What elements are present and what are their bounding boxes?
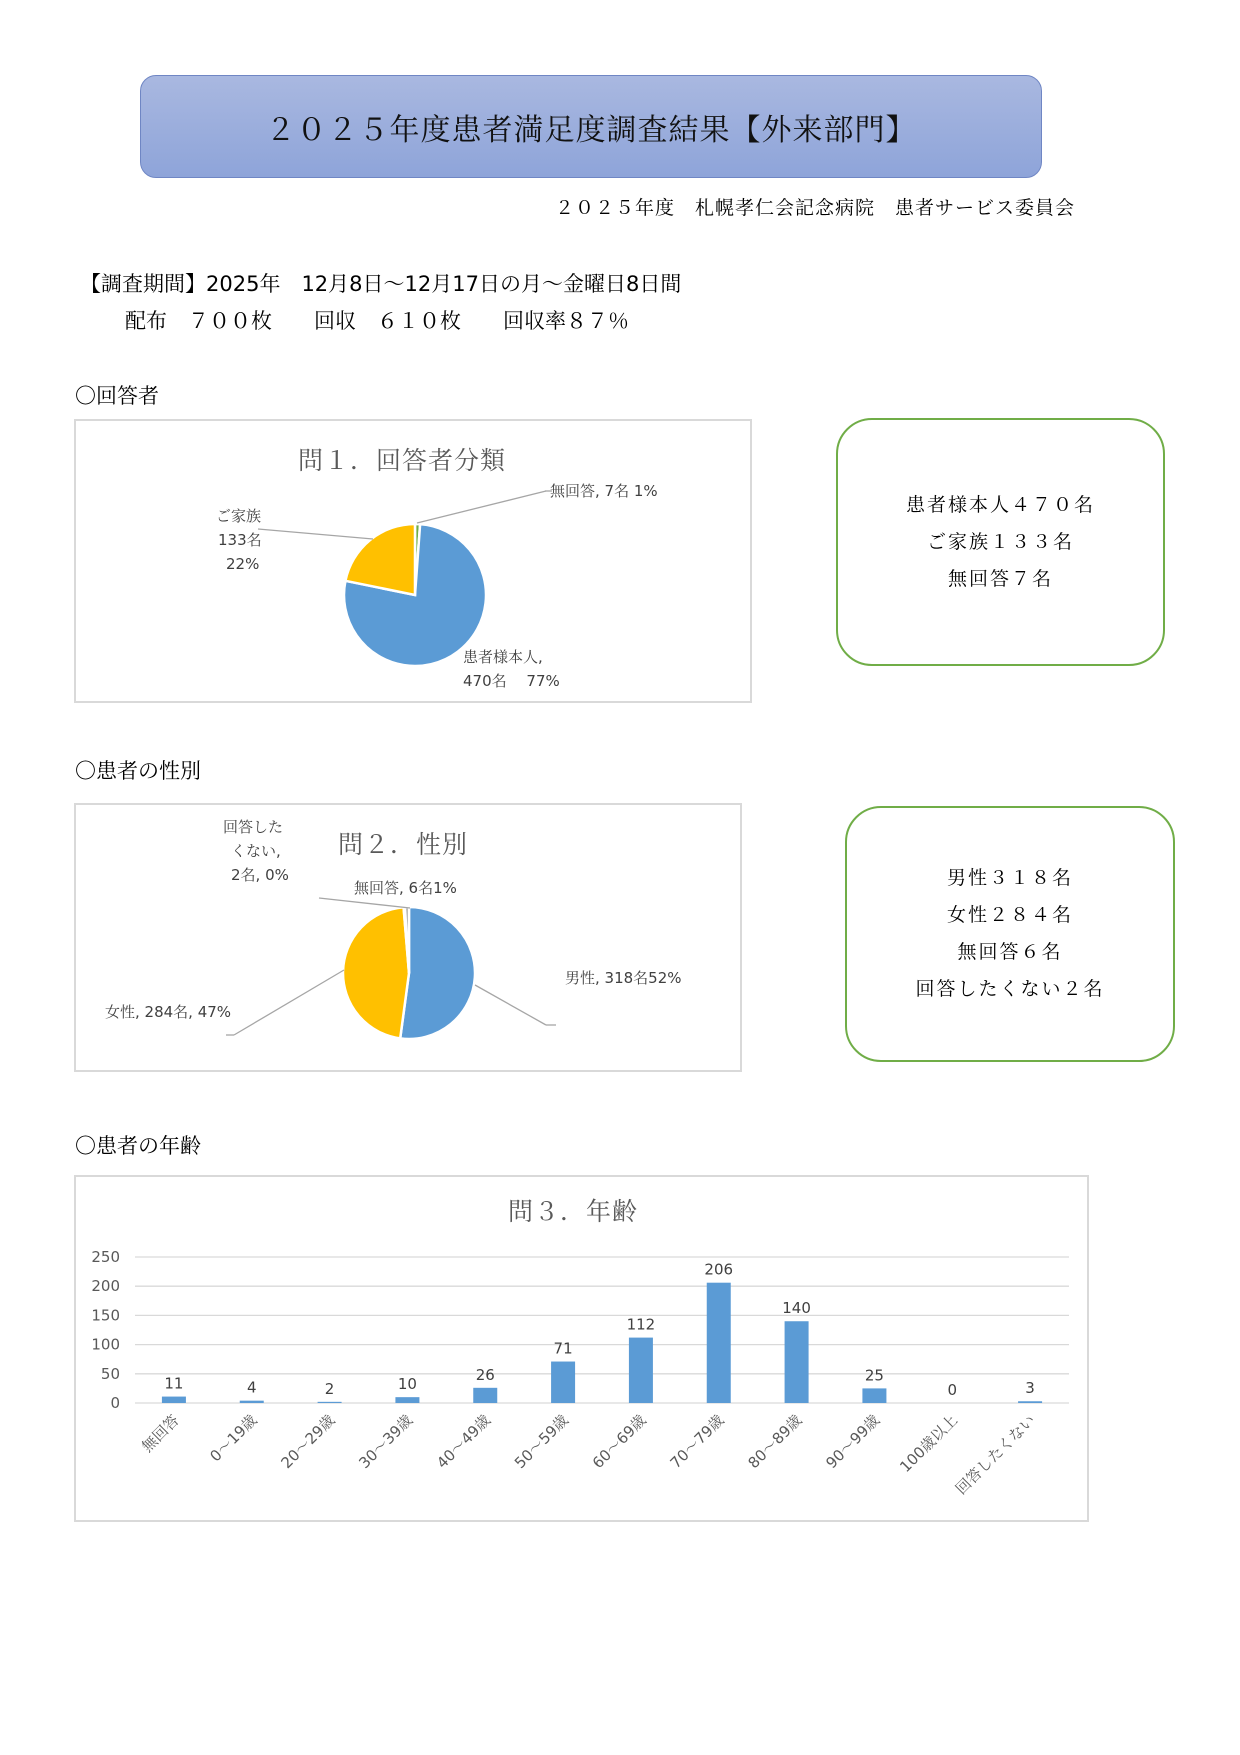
- svg-text:206: 206: [704, 1260, 734, 1279]
- pie-slice-0: [400, 907, 475, 1039]
- svg-text:回答したくない: 回答したくない: [951, 1411, 1039, 1499]
- label-patient-name: 患者様本人,: [463, 648, 543, 666]
- summary-line: 回答したくない２名: [915, 978, 1105, 1000]
- label-no-answer: 無回答, 7名 1%: [550, 482, 658, 500]
- svg-text:10: 10: [397, 1375, 417, 1394]
- survey-distribution: 配布 ７００枚 回収 ６１０枚 回収率８７％: [125, 309, 629, 333]
- label-prefer-not-line1: 回答した: [223, 818, 284, 836]
- svg-text:112: 112: [626, 1315, 656, 1334]
- svg-text:200: 200: [91, 1277, 120, 1296]
- summary-line: 無回答６名: [957, 941, 1063, 963]
- summary-line: ご家族１３３名: [926, 530, 1074, 553]
- summary-line: 患者様本人４７０名: [905, 493, 1095, 516]
- svg-text:140: 140: [782, 1299, 811, 1318]
- svg-text:30～39歳: 30～39歳: [355, 1411, 417, 1473]
- survey-period: 【調査期間】2025年 12月8日～12月17日の月～金曜日8日間: [80, 272, 682, 296]
- svg-text:50～59歳: 50～59歳: [510, 1411, 572, 1473]
- svg-text:150: 150: [91, 1306, 120, 1325]
- chart-title: 問１．回答者分類: [298, 446, 507, 475]
- svg-text:2: 2: [324, 1379, 335, 1398]
- chart-gender: [74, 803, 742, 1072]
- bar-2: [318, 1402, 342, 1403]
- bar-1: [240, 1401, 264, 1403]
- svg-text:90～99歳: 90～99歳: [822, 1411, 884, 1473]
- svg-text:40～49歳: 40～49歳: [433, 1411, 495, 1473]
- chart-respondents: [74, 419, 752, 703]
- bar-6: [629, 1338, 653, 1403]
- label-prefer-not-line2: くない,: [231, 842, 281, 860]
- svg-text:11: 11: [164, 1374, 184, 1393]
- svg-text:0: 0: [947, 1381, 958, 1399]
- bar-3: [395, 1397, 419, 1403]
- summary-line: 無回答７名: [947, 567, 1053, 590]
- chart-title: 問３．年齢: [508, 1197, 639, 1226]
- svg-text:4: 4: [246, 1378, 257, 1397]
- bar-7: [707, 1283, 731, 1403]
- summary-line: 女性２８４名: [946, 904, 1073, 926]
- label-family-name: ご家族: [216, 507, 262, 525]
- label-female: 女性, 284名, 47%: [105, 1003, 232, 1021]
- bar-9: [862, 1388, 886, 1403]
- svg-text:無回答: 無回答: [138, 1411, 183, 1456]
- svg-text:100歳以上: 100歳以上: [896, 1411, 962, 1476]
- label-no-answer: 無回答, 6名1%: [354, 879, 457, 897]
- pie-chart-gender: [76, 805, 744, 1074]
- pie-slice-1: [343, 907, 409, 1038]
- svg-text:26: 26: [475, 1365, 495, 1384]
- bar-8: [785, 1321, 809, 1403]
- svg-text:71: 71: [553, 1339, 573, 1358]
- svg-text:0～19歳: 0～19歳: [206, 1411, 261, 1466]
- label-family-pct: 22%: [226, 555, 260, 573]
- summary-box-respondents: [836, 418, 1165, 666]
- label-patient-count: 470名 77%: [463, 672, 560, 690]
- chart-title: 問２．性別: [338, 830, 469, 859]
- section-heading-gender: 〇患者の性別: [75, 759, 201, 783]
- section-heading-age: 〇患者の年齢: [75, 1134, 201, 1158]
- svg-text:100: 100: [91, 1335, 120, 1354]
- svg-text:60～69歳: 60～69歳: [588, 1411, 650, 1473]
- title-banner: [140, 75, 1042, 178]
- bar-chart-age: [76, 1177, 1091, 1524]
- summary-box-gender: [845, 806, 1175, 1062]
- chart-age: [74, 1175, 1089, 1522]
- label-prefer-not-line3: 2名, 0%: [231, 866, 289, 884]
- bar-5: [551, 1362, 575, 1403]
- svg-text:250: 250: [91, 1248, 120, 1266]
- label-family-count: 133名: [218, 531, 262, 549]
- summary-line: 男性３１８名: [946, 867, 1073, 889]
- svg-text:70～79歳: 70～79歳: [666, 1411, 728, 1473]
- section-heading-respondents: 〇回答者: [75, 384, 159, 408]
- svg-text:25: 25: [864, 1366, 884, 1385]
- bar-0: [162, 1397, 186, 1403]
- bar-11: [1018, 1401, 1042, 1403]
- page-subtitle: ２０２５年度 札幌孝仁会記念病院 患者サービス委員会: [554, 197, 1075, 219]
- svg-text:50: 50: [100, 1364, 120, 1383]
- label-male: 男性, 318名52%: [565, 969, 682, 987]
- svg-text:20～29歳: 20～29歳: [277, 1411, 339, 1473]
- svg-text:3: 3: [1025, 1379, 1035, 1398]
- pie-chart-respondents: [76, 421, 754, 705]
- svg-text:0: 0: [110, 1394, 120, 1412]
- page-title: ２０２５年度患者満足度調査結果【外来部門】: [265, 112, 917, 148]
- svg-text:80～89歳: 80～89歳: [744, 1411, 806, 1473]
- bar-4: [473, 1388, 497, 1403]
